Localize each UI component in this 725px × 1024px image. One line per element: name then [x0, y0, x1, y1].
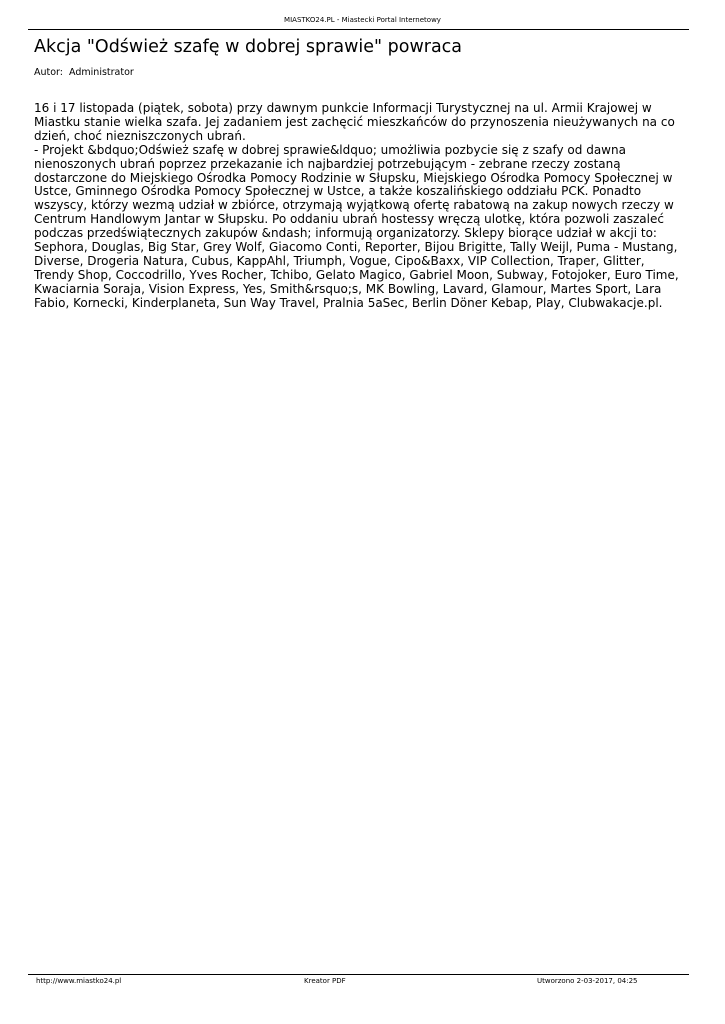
article-title: Akcja "Odśwież szafę w dobrej sprawie" powraca — [34, 37, 463, 57]
author-label: Autor: — [34, 67, 63, 78]
header-divider — [28, 29, 689, 30]
site-header: MIASTKO24.PL - Miastecki Portal Internetowy — [284, 16, 441, 24]
footer-url-link[interactable]: http://www.miastko24.pl — [36, 977, 122, 985]
article-body — [34, 102, 686, 311]
footer-divider — [28, 974, 689, 975]
article-paragraph: 16 i 17 listopada (piątek, sobota) przy dawnym punkcie Informacji Turystycznej na ul. Armii Krajowej w Miastku stanie wielka szafa. Jej zadaniem jest zachęcić mieszkańców do przynoszenia nieużywanych na co dzień, choć niezniszczonych ubrań. — [34, 101, 675, 143]
author-name: Administrator — [69, 67, 134, 78]
footer-created-date: Utworzono 2-03-2017, 04:25 — [537, 977, 638, 985]
footer-generator: Kreator PDF — [304, 977, 346, 985]
author-line — [34, 67, 134, 79]
article-paragraph: - Projekt &bdquo;Odśwież szafę w dobrej sprawie&ldquo; umożliwia pozbycie się z szafy od dawna nienoszonych ubrań poprzez przekazanie ich najbardziej potrzebującym - zebrane rzeczy zostaną dostarczone do Miejskiego Ośrodka Pomocy Rodzinie w Słupsku, Miejskiego Ośrodka Pomocy Społecznej w Ustce, Gminnego Ośrodka Pomocy Społecznej w Ustce, a także koszalińskiego oddziału PCK. Ponadto wszyscy, którzy wezmą udział w zbiórce, otrzymają wyjątkową ofertę rabatową na zakup nowych rzeczy w Centrum Handlowym Jantar w Słupsku. Po oddaniu ubrań hostessy wręczą ulotkę, która pozwoli zaszaleć podczas przedświątecznych zakupów &ndash; informują organizatorzy. Sklepy biorące udział w akcji to: Sephora, Douglas, Big Star, Grey Wolf, Giacomo Conti, Reporter, Bijou Brigitte, Tally Weijl, Puma - Mustang, Diverse, Drogeria Natura, Cubus, KappAhl, Triumph, Vogue, Cipo&Baxx, VIP Collection, Traper, Glitter, Trendy Shop, Coccodrillo, Yves Rocher, Tchibo, Gelato Magico, Gabriel Moon, Subway, Fotojoker, Euro Time, Kwaciarnia Soraja, Vision Express, Yes, Smith&rsquo;s, MK Bowling, Lavard, Glamour, Martes Sport, Lara Fabio, Kornecki, Kinderplaneta, Sun Way Travel, Pralnia 5aSec, Berlin Döner Kebap, Play, Clubwakacje.pl. — [34, 142, 679, 310]
